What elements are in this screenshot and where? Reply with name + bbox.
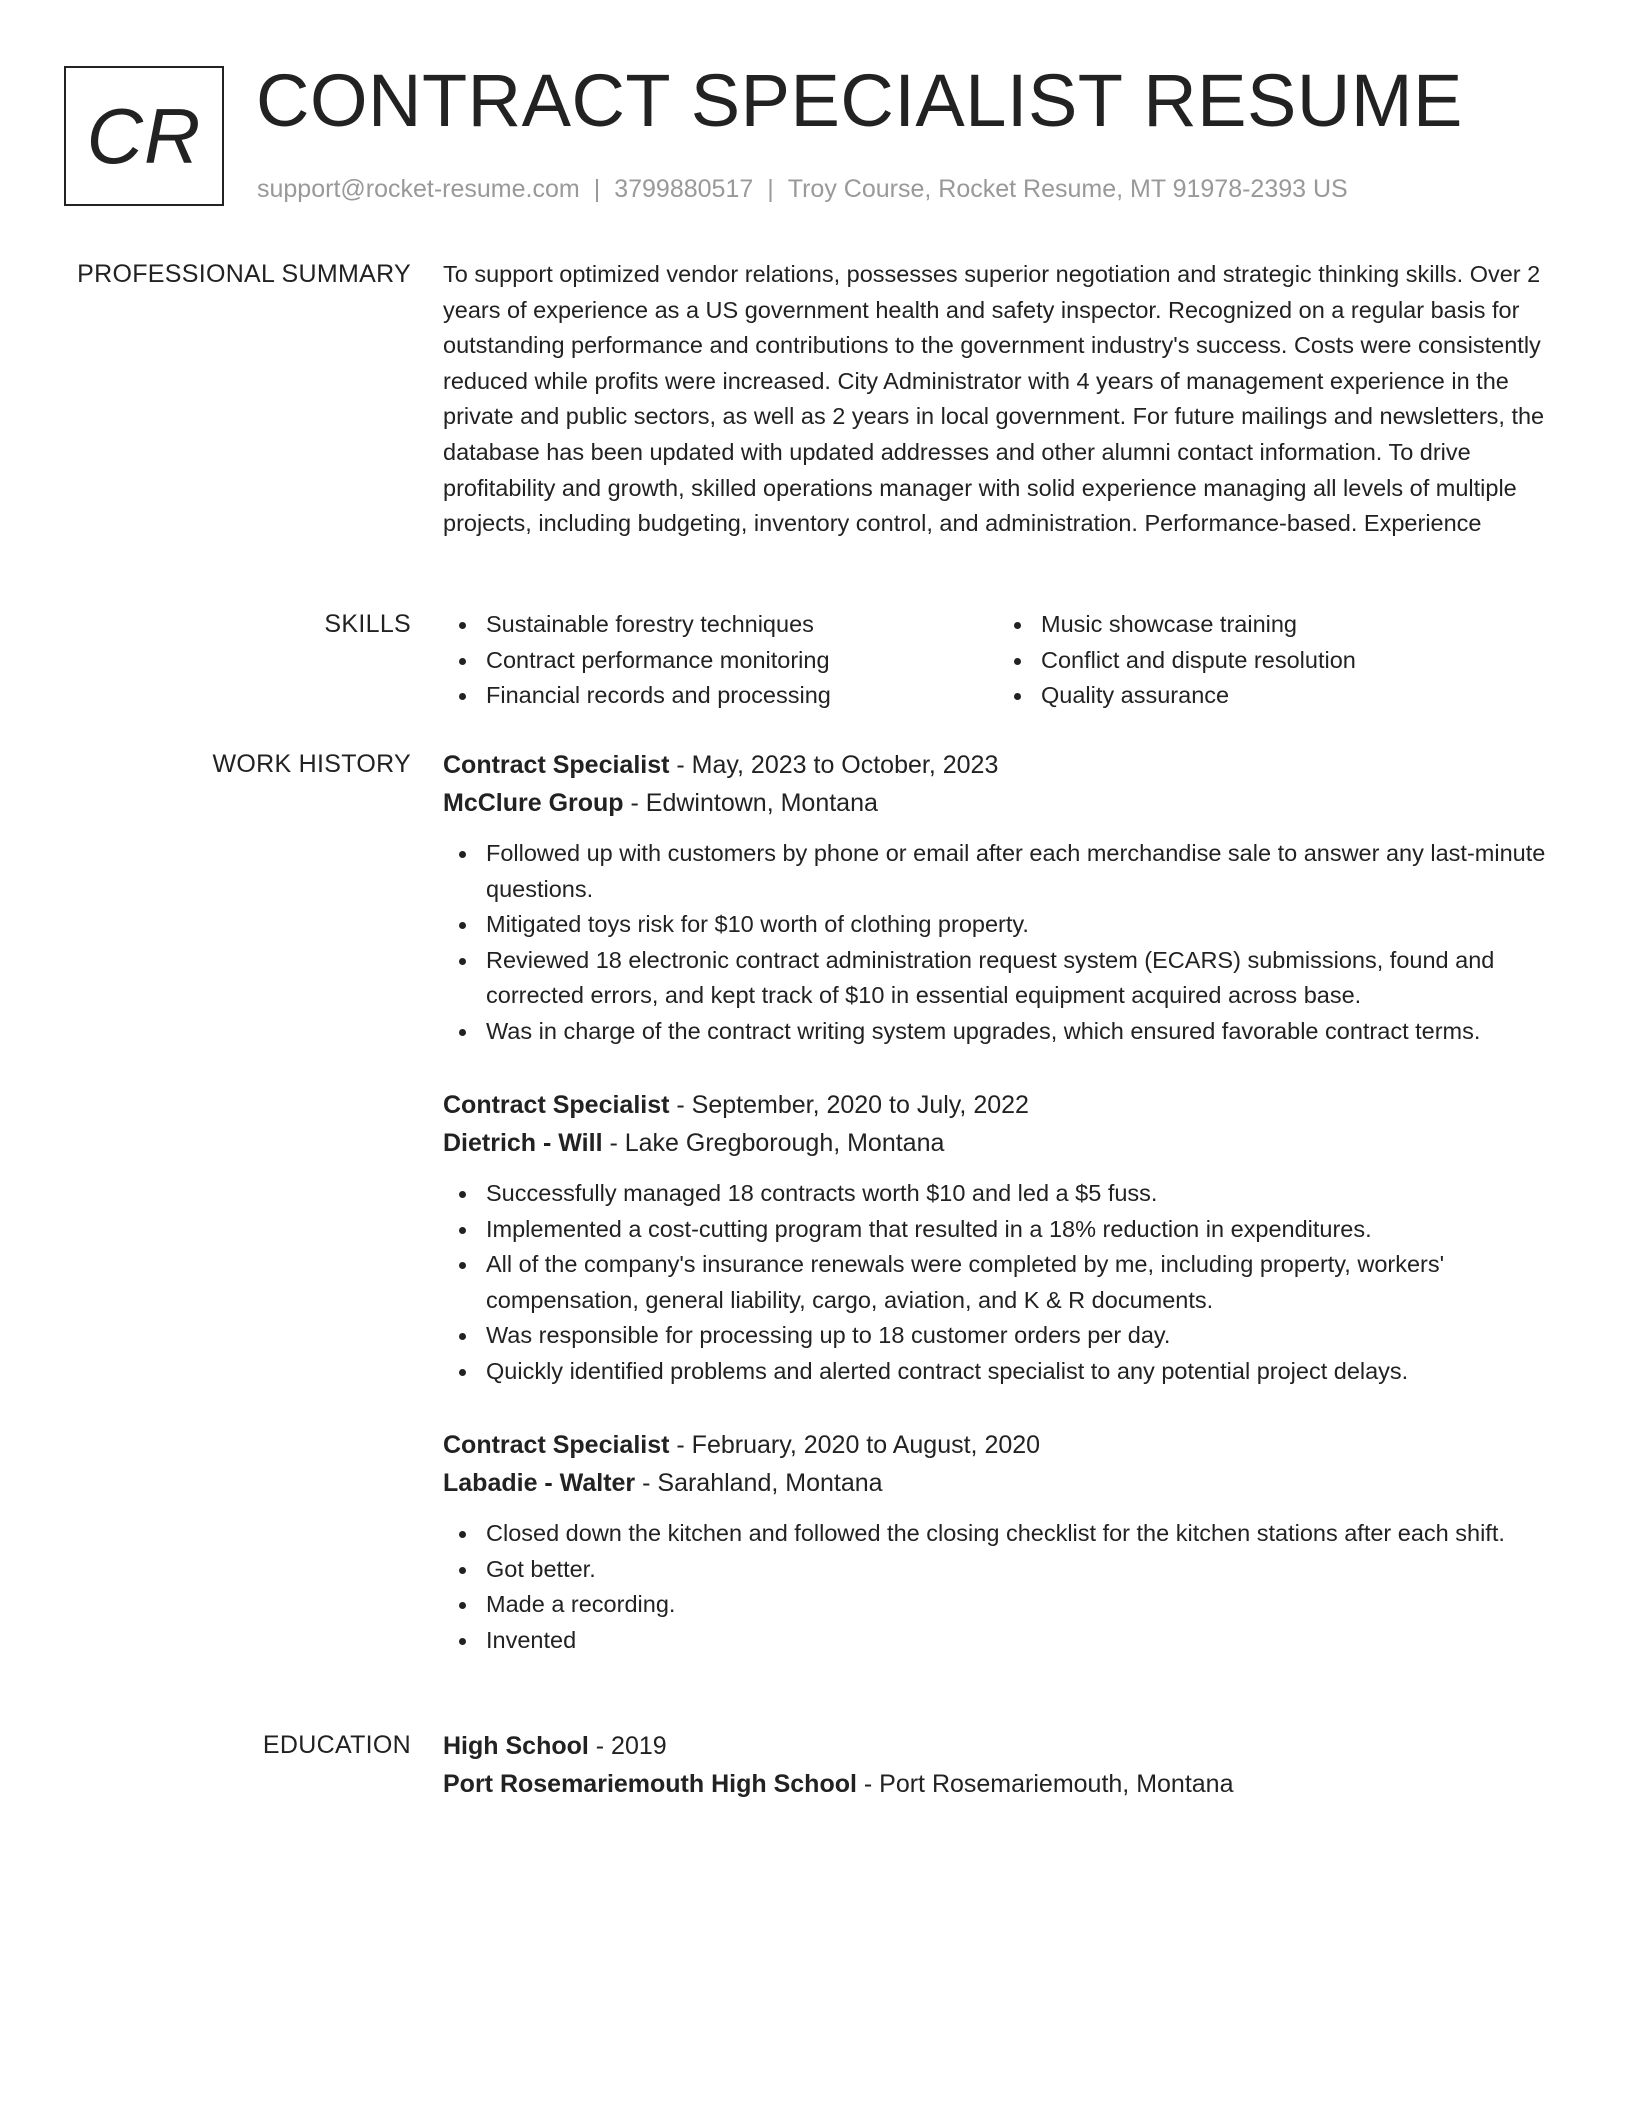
- job-company-line: [443, 1464, 1553, 1502]
- contact-separator: |: [767, 175, 774, 203]
- job-bullet: Successfully managed 18 contracts worth $10 and led a $5 fuss.: [486, 1176, 1553, 1212]
- education-degree: High School: [443, 1732, 589, 1760]
- job-bullet: Quickly identified problems and alerted contract specialist to any potential project delays.: [486, 1354, 1553, 1390]
- job-bullet: Implemented a cost-cutting program that resulted in a 18% reduction in expenditures.: [486, 1212, 1553, 1248]
- skill-item: Music showcase training: [1041, 607, 1553, 643]
- contact-line: [257, 172, 1348, 206]
- job-title: Contract Specialist: [443, 751, 670, 779]
- contact-email: support@rocket-resume.com: [257, 175, 580, 203]
- job-bullet: Got better.: [486, 1552, 1553, 1588]
- job-entry: [443, 1086, 1553, 1390]
- section-label-skills: SKILLS: [324, 610, 411, 638]
- job-title: Contract Specialist: [443, 1431, 670, 1459]
- job-bullet: Made a recording.: [486, 1587, 1553, 1623]
- job-title-line: [443, 1086, 1553, 1124]
- section-label-summary: PROFESSIONAL SUMMARY: [77, 260, 411, 288]
- job-bullet: Followed up with customers by phone or email after each merchandise sale to answer any last-minute questions.: [486, 836, 1553, 907]
- job-location: - Lake Gregborough, Montana: [602, 1129, 945, 1157]
- job-title-line: [443, 1426, 1553, 1464]
- monogram-logo: CR: [64, 66, 224, 206]
- contact-phone: 3799880517: [614, 175, 754, 203]
- education-school-line: [443, 1765, 1553, 1803]
- job-title: Contract Specialist: [443, 1091, 670, 1119]
- contact-address: Troy Course, Rocket Resume, MT 91978-2393 US: [787, 175, 1348, 203]
- job-dates: - February, 2020 to August, 2020: [669, 1431, 1041, 1459]
- job-title-line: [443, 746, 1553, 784]
- education-degree-line: [443, 1727, 1553, 1765]
- job-bullets: [443, 1176, 1553, 1390]
- job-company: Dietrich - Will: [443, 1129, 603, 1157]
- job-company: McClure Group: [443, 789, 624, 817]
- skills-body: [443, 607, 1553, 714]
- page-title: CONTRACT SPECIALIST RESUME: [256, 59, 1463, 142]
- job-location: - Edwintown, Montana: [623, 789, 878, 817]
- education-year: - 2019: [588, 1732, 667, 1760]
- skills-grid: [443, 607, 1553, 714]
- job-entry: [443, 746, 1553, 1050]
- section-label-education: EDUCATION: [262, 1731, 411, 1759]
- summary-text: To support optimized vendor relations, possesses superior negotiation and strategic thinking skills. Over 2 years of experience as a US government health and safety inspector. Recognized on a regular basis for outstanding performance and contributions to the government industry's success. Costs were consistently reduced while profits were increased. City Administrator with 4 years of management experience in the private and public sectors, as well as 2 years in local government. For future mailings and newsletters, the database has been updated with updated addresses and other alumni contact information. To drive profitability and growth, skilled operations manager with solid experience managing all levels of multiple projects, including budgeting, inventory control, and administration. Performance-based. Experience: [443, 261, 1545, 537]
- skill-item: Quality assurance: [1041, 678, 1553, 714]
- job-bullet: All of the company's insurance renewals were completed by me, including property, workers' compensation, general liability, cargo, aviation, and K & R documents.: [486, 1247, 1553, 1318]
- job-company-line: [443, 1124, 1553, 1162]
- job-entry: [443, 1426, 1553, 1658]
- summary-body: [443, 257, 1553, 542]
- job-bullet: Mitigated toys risk for $10 worth of clothing property.: [486, 907, 1553, 943]
- job-bullet: Closed down the kitchen and followed the closing checklist for the kitchen stations after each shift.: [486, 1516, 1553, 1552]
- job-bullets: [443, 836, 1553, 1050]
- skill-item: Contract performance monitoring: [486, 643, 998, 679]
- skill-item: Financial records and processing: [486, 678, 998, 714]
- skills-column-right: [998, 607, 1553, 714]
- job-company-line: [443, 784, 1553, 822]
- skills-column-left: [443, 607, 998, 714]
- skill-item: Sustainable forestry techniques: [486, 607, 998, 643]
- job-dates: - September, 2020 to July, 2022: [669, 1091, 1029, 1119]
- job-bullets: [443, 1516, 1553, 1658]
- skill-item: Conflict and dispute resolution: [1041, 643, 1553, 679]
- job-dates: - May, 2023 to October, 2023: [669, 751, 999, 779]
- education-body: [443, 1727, 1553, 1803]
- job-location: - Sarahland, Montana: [635, 1469, 883, 1497]
- education-school: Port Rosemariemouth High School: [443, 1770, 857, 1798]
- job-bullet: Invented: [486, 1623, 1553, 1659]
- section-label-work-history: WORK HISTORY: [212, 750, 411, 778]
- job-bullet: Reviewed 18 electronic contract administration request system (ECARS) submissions, found and corrected errors, and kept track of $10 in essential equipment acquired across base.: [486, 943, 1553, 1014]
- job-bullet: Was responsible for processing up to 18 customer orders per day.: [486, 1318, 1553, 1354]
- job-company: Labadie - Walter: [443, 1469, 636, 1497]
- education-location: - Port Rosemariemouth, Montana: [856, 1770, 1234, 1798]
- job-bullet: Was in charge of the contract writing system upgrades, which ensured favorable contract terms.: [486, 1014, 1553, 1050]
- contact-separator: |: [593, 175, 601, 203]
